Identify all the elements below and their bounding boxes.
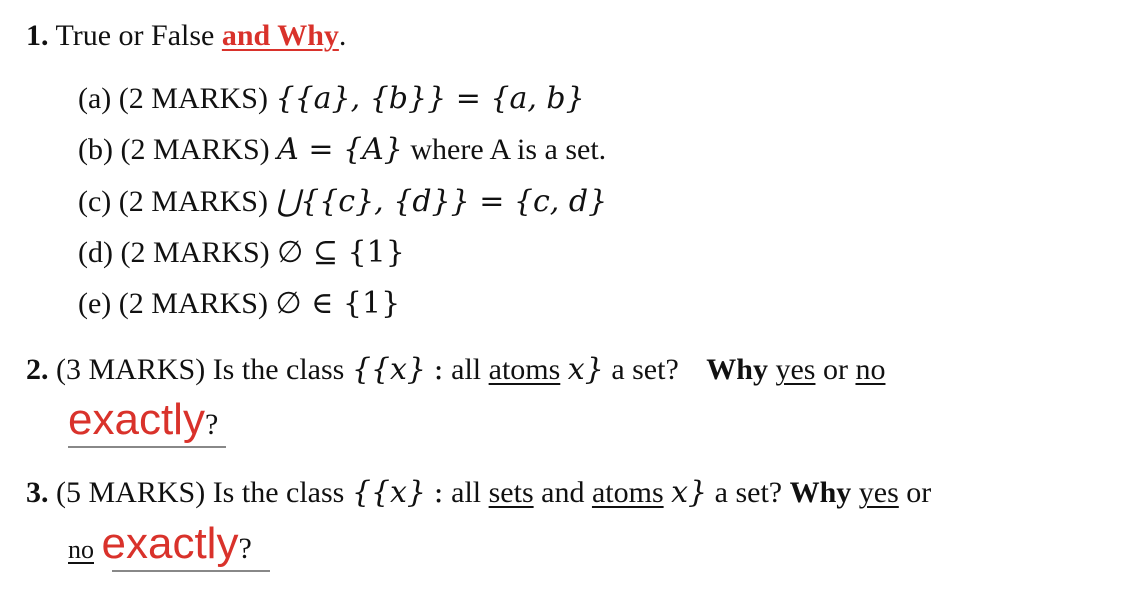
- underlined-word: sets: [488, 476, 534, 509]
- item-math: ∅ ∈ {1}: [275, 286, 401, 321]
- item-label: (d): [78, 236, 113, 269]
- item-label: (c): [78, 185, 112, 218]
- emphasis-text: Why: [789, 476, 852, 509]
- item-math: A = {A}: [277, 132, 403, 167]
- item-label: (e): [78, 287, 112, 320]
- highlight-text: and Why: [221, 19, 339, 52]
- question-text: or: [822, 353, 848, 386]
- question-text: True or False: [55, 19, 215, 52]
- question-number: 3.: [26, 476, 49, 509]
- question-2-line-2: [68, 396, 218, 449]
- question-marks: (5 MARKS): [56, 476, 206, 509]
- underlined-word: atoms: [488, 353, 561, 386]
- question-1-header: [26, 18, 346, 54]
- question-text: Is the class: [212, 353, 345, 386]
- question-3-line-2: [68, 520, 252, 574]
- item-label: (a): [78, 82, 112, 115]
- item-label: (b): [78, 133, 113, 166]
- punctuation: .: [338, 19, 347, 52]
- question-1-item-a: [78, 81, 585, 117]
- question-marks: (3 MARKS): [56, 353, 206, 386]
- item-text: where A is a set.: [410, 133, 607, 166]
- question-3-line-1: [26, 475, 931, 511]
- punctuation: ?: [238, 532, 252, 565]
- item-math: ∅ ⊆ {1}: [277, 235, 405, 270]
- highlight-word: exactly: [101, 519, 239, 568]
- emphasis-text: Why: [706, 353, 768, 386]
- question-text: all: [451, 476, 482, 509]
- item-marks: (2 MARKS): [118, 287, 268, 320]
- underlined-word: atoms: [591, 476, 664, 509]
- item-marks: (2 MARKS): [118, 185, 268, 218]
- underline-rule: [68, 446, 226, 448]
- math-var: x}: [567, 352, 604, 387]
- question-text: a set?: [714, 476, 783, 509]
- question-text: Is the class: [212, 476, 345, 509]
- question-1-item-e: [78, 286, 400, 322]
- underlined-word: no: [855, 353, 886, 386]
- highlight-word: exactly: [68, 395, 205, 444]
- question-text: a set?: [611, 353, 679, 386]
- question-1-item-c: [78, 184, 607, 220]
- underline-rule: [112, 570, 270, 572]
- math-set: {{x}: [351, 475, 427, 510]
- item-marks: (2 MARKS): [120, 133, 270, 166]
- math-var: x}: [671, 475, 708, 510]
- item-math: ⋃{{c}, {d}} = {c, d}: [275, 184, 608, 219]
- item-math: {{a}, {b}} = {a, b}: [275, 81, 585, 116]
- question-text: or: [906, 476, 932, 509]
- question-number: 1.: [26, 19, 49, 52]
- item-marks: (2 MARKS): [120, 236, 270, 269]
- underlined-word: no: [68, 535, 94, 564]
- math-set: {{x}: [351, 352, 427, 387]
- question-number: 2.: [26, 353, 49, 386]
- math-colon: :: [433, 475, 444, 510]
- question-text: all: [451, 353, 482, 386]
- underlined-word: yes: [858, 476, 899, 509]
- question-1-item-b: [78, 132, 606, 168]
- punctuation: ?: [204, 408, 219, 441]
- underlined-word: yes: [775, 353, 816, 386]
- question-1-item-d: [78, 235, 405, 271]
- math-colon: :: [433, 352, 444, 387]
- question-text: and: [541, 476, 585, 509]
- item-marks: (2 MARKS): [118, 82, 268, 115]
- question-2-line-1: [26, 352, 885, 388]
